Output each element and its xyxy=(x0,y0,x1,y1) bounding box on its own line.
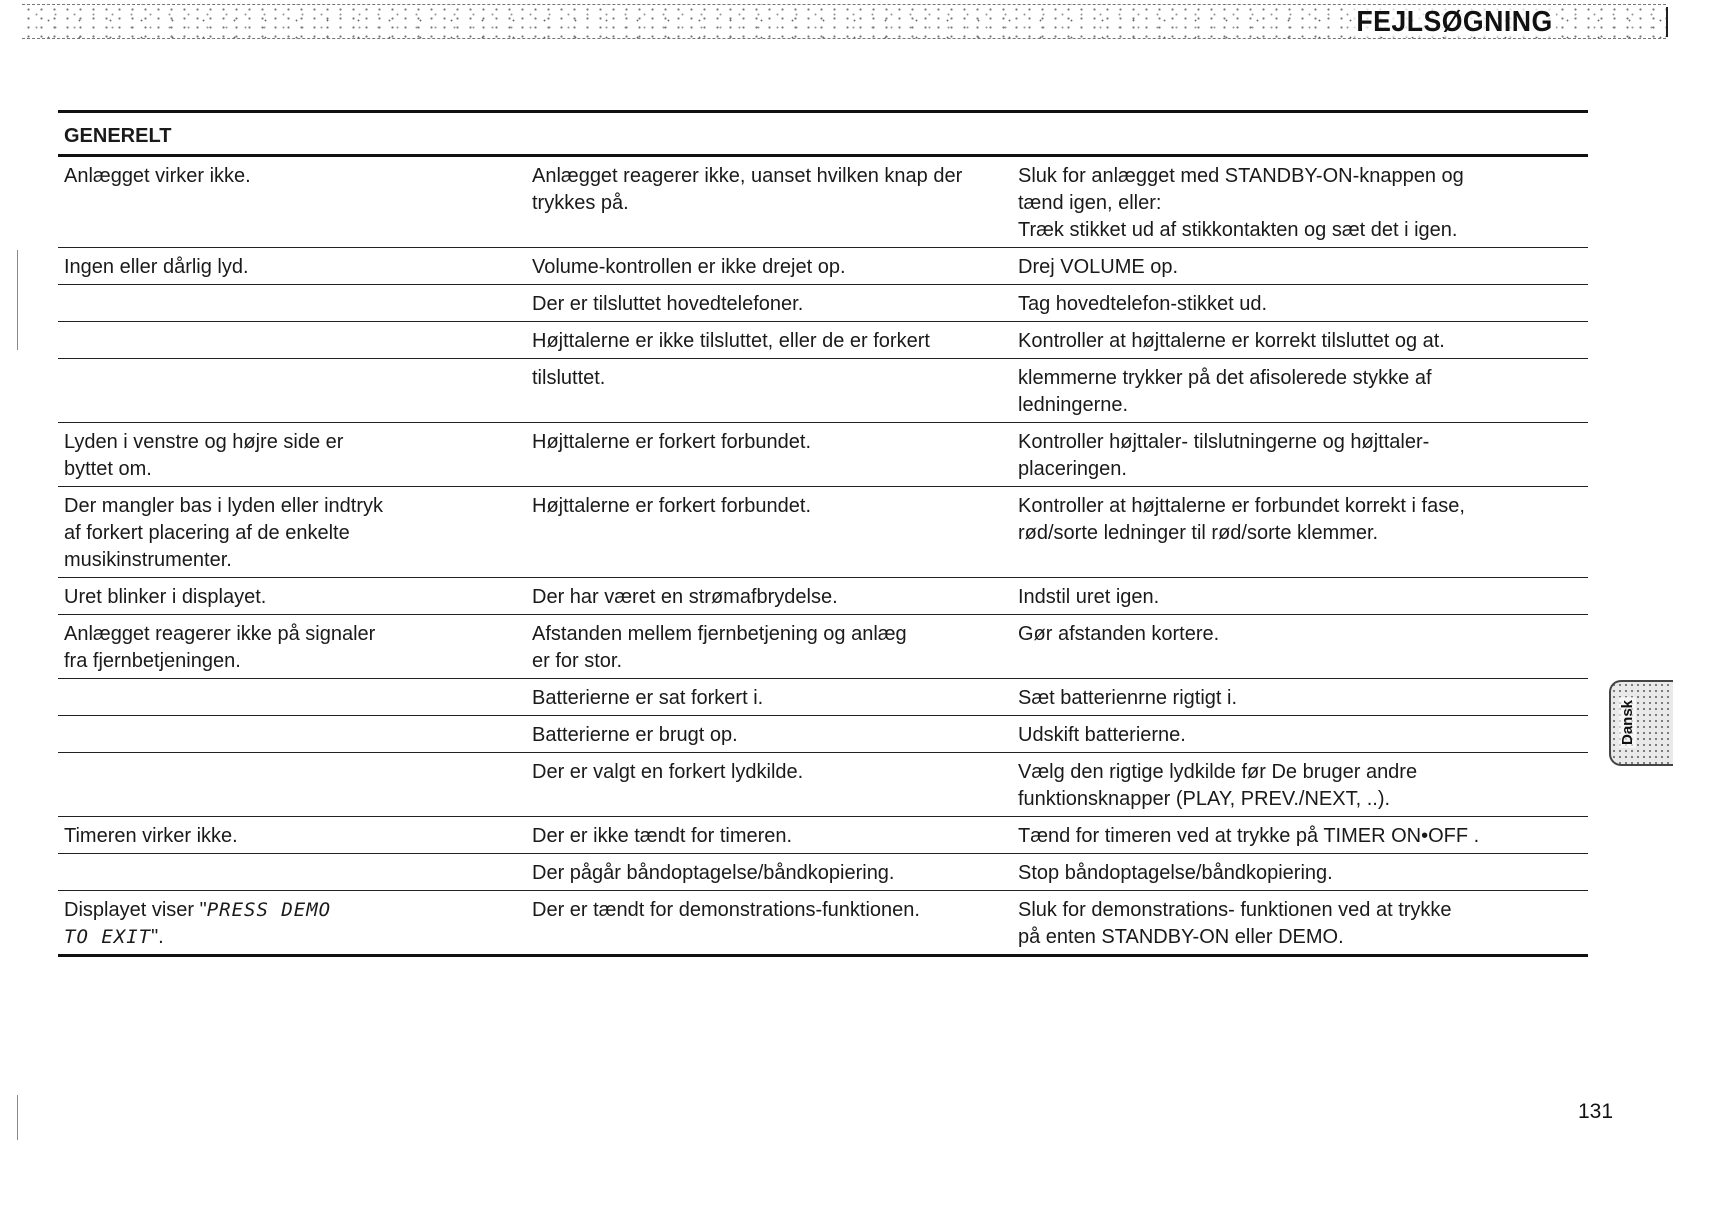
problem-cell xyxy=(58,487,526,578)
header-band xyxy=(22,4,1666,39)
margin-mark xyxy=(17,1095,18,1140)
lcd-text-line2: TO EXIT xyxy=(64,926,152,948)
cause-text: Der er ikke tændt for timeren. xyxy=(532,825,793,847)
remedy-cell xyxy=(1012,359,1588,423)
cause-cell xyxy=(526,716,1012,753)
cause-cell xyxy=(526,487,1012,578)
remedy-text: Kontroller at højttalerne er forbundet korrekt i fase, rød/sorte ledninger til rød/sorte klemmer. xyxy=(1018,495,1465,544)
cause-cell xyxy=(526,854,1012,891)
table-row xyxy=(58,423,1588,487)
problem-text-prefix: Displayet viser " xyxy=(64,899,207,921)
problem-cell xyxy=(58,615,526,679)
problem-cell xyxy=(58,156,526,248)
problem-cell xyxy=(58,817,526,854)
cause-text: Anlægget reagerer ikke, uanset hvilken knap der trykkes på. xyxy=(532,165,963,214)
remedy-cell xyxy=(1012,615,1588,679)
remedy-cell xyxy=(1012,487,1588,578)
table-row xyxy=(58,248,1588,285)
problem-text: Uret blinker i displayet. xyxy=(64,586,267,608)
cause-text: Der har været en strømafbrydelse. xyxy=(532,586,838,608)
cause-text: Højttalerne er ikke tilsluttet, eller de er forkert xyxy=(532,330,930,352)
cause-text: Højttalerne er forkert forbundet. xyxy=(532,495,812,517)
remedy-text: klemmerne trykker på det afisolerede stykke af ledningerne. xyxy=(1018,367,1432,416)
table-row xyxy=(58,359,1588,423)
table-row-display-demo xyxy=(58,891,1588,956)
remedy-cell xyxy=(1012,578,1588,615)
table-row xyxy=(58,716,1588,753)
cause-text: Der pågår båndoptagelse/båndkopiering. xyxy=(532,862,895,884)
table-row xyxy=(58,578,1588,615)
cause-text: Der er tilsluttet hovedtelefoner. xyxy=(532,293,804,315)
page-number: 131 xyxy=(1578,1100,1614,1123)
troubleshooting-table xyxy=(58,110,1588,957)
table-row xyxy=(58,753,1588,817)
remedy-text: Vælg den rigtige lydkilde før De bruger andre funktionsknapper (PLAY, PREV./NEXT, ..). xyxy=(1018,761,1418,810)
problem-text: Anlægget virker ikke. xyxy=(64,165,251,187)
remedy-cell xyxy=(1012,716,1588,753)
section-header-row xyxy=(58,112,1588,156)
problem-text-suffix: ". xyxy=(151,926,164,948)
section-title: GENERELT xyxy=(58,112,1588,156)
remedy-cell xyxy=(1012,285,1588,322)
cause-cell xyxy=(526,156,1012,248)
remedy-cell xyxy=(1012,891,1588,956)
table-row xyxy=(58,817,1588,854)
problem-cell xyxy=(58,423,526,487)
cause-text: Der er tændt for demonstrations-funktionen. xyxy=(532,899,920,921)
remedy-text: Sluk for demonstrations- funktionen ved at trykke på enten STANDBY-ON eller DEMO. xyxy=(1018,899,1452,948)
cause-text: Der er valgt en forkert lydkilde. xyxy=(532,761,804,783)
page-title: FEJLSØGNING xyxy=(1352,7,1556,37)
remedy-text: Stop båndoptagelse/båndkopiering. xyxy=(1018,862,1333,884)
problem-cell xyxy=(58,248,526,285)
remedy-text: Tænd for timeren ved at trykke på TIMER ON•OFF . xyxy=(1018,825,1480,847)
margin-mark xyxy=(17,250,18,350)
remedy-text: Kontroller højttaler- tilslutningerne og højttaler- placeringen. xyxy=(1018,431,1430,480)
cause-cell xyxy=(526,322,1012,359)
troubleshooting-rows xyxy=(58,156,1588,956)
table-row xyxy=(58,285,1588,322)
remedy-cell xyxy=(1012,248,1588,285)
language-tab xyxy=(1609,680,1673,766)
lcd-text-line1: PRESS DEMO xyxy=(206,899,332,921)
remedy-text: Sluk for anlægget med STANDBY-ON-knappen og tænd igen, eller: Træk stikket ud af stikkontakten og sæt det i igen. xyxy=(1018,165,1464,241)
remedy-cell xyxy=(1012,817,1588,854)
problem-cell xyxy=(58,854,526,891)
cause-cell xyxy=(526,285,1012,322)
problem-cell xyxy=(58,578,526,615)
cause-cell xyxy=(526,615,1012,679)
problem-text: Anlægget reagerer ikke på signaler fra fjernbetjeningen. xyxy=(64,623,376,672)
remedy-cell xyxy=(1012,854,1588,891)
cause-cell xyxy=(526,817,1012,854)
remedy-cell xyxy=(1012,156,1588,248)
problem-text: Lyden i venstre og højre side er byttet om. xyxy=(64,431,344,480)
remedy-text: Udskift batterierne. xyxy=(1018,724,1186,746)
cause-text: Højttalerne er forkert forbundet. xyxy=(532,431,812,453)
cause-text: Batterierne er brugt op. xyxy=(532,724,738,746)
remedy-text: Gør afstanden kortere. xyxy=(1018,623,1220,645)
remedy-text: Tag hovedtelefon-stikket ud. xyxy=(1018,293,1268,315)
problem-cell xyxy=(58,891,526,956)
remedy-text: Drej VOLUME op. xyxy=(1018,256,1179,278)
problem-text: Ingen eller dårlig lyd. xyxy=(64,256,249,278)
table-row xyxy=(58,854,1588,891)
problem-cell xyxy=(58,716,526,753)
problem-cell xyxy=(58,285,526,322)
table-row xyxy=(58,679,1588,716)
table-row xyxy=(58,615,1588,679)
problem-text: Timeren virker ikke. xyxy=(64,825,238,847)
remedy-text: Indstil uret igen. xyxy=(1018,586,1160,608)
remedy-text: Kontroller at højttalerne er korrekt tilsluttet og at. xyxy=(1018,330,1445,352)
cause-text: Afstanden mellem fjernbetjening og anlæg er for stor. xyxy=(532,623,907,672)
remedy-cell xyxy=(1012,322,1588,359)
problem-cell xyxy=(58,679,526,716)
cause-cell xyxy=(526,891,1012,956)
cause-text: Batterierne er sat forkert i. xyxy=(532,687,764,709)
remedy-cell xyxy=(1012,423,1588,487)
cause-cell xyxy=(526,679,1012,716)
problem-text: Der mangler bas i lyden eller indtryk af forkert placering af de enkelte musikinstrumenter. xyxy=(64,495,384,571)
problem-cell xyxy=(58,753,526,817)
problem-cell xyxy=(58,322,526,359)
cause-text: tilsluttet. xyxy=(532,367,606,389)
cause-cell xyxy=(526,753,1012,817)
remedy-cell xyxy=(1012,753,1588,817)
table-row xyxy=(58,156,1588,248)
language-tab-label: Dansk xyxy=(1619,697,1636,748)
cause-cell xyxy=(526,359,1012,423)
table-row xyxy=(58,322,1588,359)
cause-text: Volume-kontrollen er ikke drejet op. xyxy=(532,256,846,278)
cause-cell xyxy=(526,578,1012,615)
remedy-text: Sæt batterienrne rigtigt i. xyxy=(1018,687,1237,709)
cause-cell xyxy=(526,423,1012,487)
table-row xyxy=(58,487,1588,578)
cause-cell xyxy=(526,248,1012,285)
remedy-cell xyxy=(1012,679,1588,716)
problem-cell xyxy=(58,359,526,423)
